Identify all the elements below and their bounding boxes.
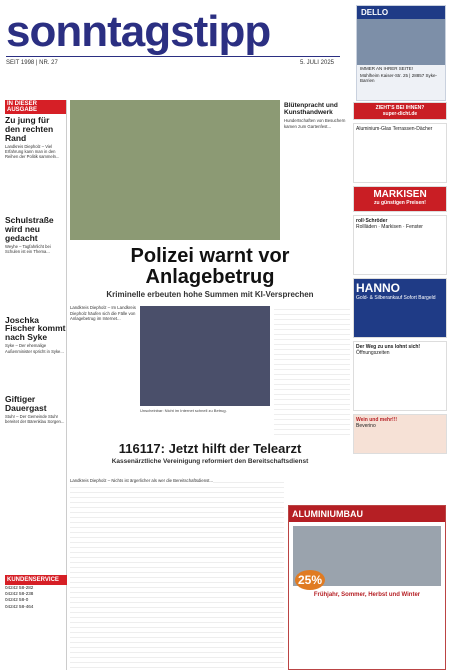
top-ad[interactable]: [356, 5, 446, 101]
masthead: [6, 8, 346, 88]
ad-tagline: Frühjahr, Sommer, Herbst und Winter: [313, 592, 421, 598]
teaser-text: Weyhe – Tagfahrlicht bei Schulen ist ein Thema...: [5, 243, 51, 254]
ad-line: IMMER AN IHRER SEITE!: [360, 66, 414, 71]
teaser-title[interactable]: Schulstraße wird neu gedacht: [5, 214, 54, 243]
feature-text: Hundertschaften von Besuchern kamen zum Gartenfest...: [284, 118, 346, 129]
story2-text: Landkreis Diepholz – Nichts ist ärgerlicher als wer die Bereitschaftsdienst...: [70, 478, 214, 483]
ad-sub: Rollläden · Markisen · Fenster: [356, 224, 423, 230]
main-headline[interactable]: Polizei warnt vor Anlagebetrug: [130, 245, 290, 288]
ad-draft[interactable]: [353, 102, 447, 120]
section-label: IN DIESER AUSGABE: [5, 100, 66, 114]
ad-sub: super-dicht.de: [382, 111, 418, 117]
phone-photo: [140, 306, 270, 406]
ad-title: MARKISEN: [373, 189, 427, 200]
ad-hanno[interactable]: [353, 278, 447, 338]
teaser-text: Stuhr – Der Gemeinde Stuhr bereitet der Bärenklau Sorgen...: [5, 414, 65, 425]
ad-sub: Öffnungszeiten: [356, 350, 390, 356]
phone[interactable]: 04242 58-464: [5, 603, 34, 609]
ad-sub: Gold- & Silberankauf Sofort Bargeld: [356, 295, 436, 301]
ad-roll[interactable]: [353, 215, 447, 275]
photo-caption: Unscheinbar: Nicht im Internet schnell zu Betrug.: [140, 408, 227, 413]
phone[interactable]: 04242 58-238: [5, 591, 34, 597]
issue-line: [6, 56, 340, 66]
teaser-text: Landkreis Diepholz – Viel Erfahrung kann man in den Reihen der Politik sammeln...: [5, 143, 60, 160]
ad-beverino[interactable]: [353, 414, 447, 454]
ad-way[interactable]: [353, 341, 447, 411]
ad-sub: zu günstigen Preisen!: [374, 200, 426, 206]
ad-title: Aluminium-Glas Terrassen-Dächer: [356, 126, 433, 132]
feature-block: [284, 102, 350, 238]
story2-headline[interactable]: 116117: Jetzt hilft der Telearzt: [118, 441, 302, 456]
kundenservice-title: KUNDENSERVICE: [5, 575, 67, 585]
ad-terrace[interactable]: [353, 123, 447, 183]
date: 5. JULI 2025: [299, 60, 334, 66]
right-ad-column: [353, 102, 447, 670]
ad-title: ZIEHT'S BEI IHNEN?: [375, 105, 425, 111]
ad-title: Wein und mehr!!!: [356, 417, 398, 423]
teaser-text: Syke – Der ehemalige Außenminister spricht in Syke...: [5, 343, 64, 354]
ad-brand: ALUMINIUMBAU: [289, 506, 445, 522]
story2-body: [70, 478, 284, 668]
story2-subheadline: Kassenärztliche Vereinigung reformiert den Bereitschaftsdienst: [111, 458, 309, 466]
ad-sub: Mühlheim Kaiser-Str. 25 | 28857 Syke-Barrien: [360, 73, 437, 83]
feature-title[interactable]: Blütenpracht und Kunsthandwerk: [284, 102, 338, 117]
teaser-title[interactable]: Joschka Fischer kommt nach Syke: [5, 314, 66, 343]
ad-title: HANNO: [356, 281, 400, 295]
issue: SEIT 1998 | NR. 27: [6, 60, 58, 66]
garden-photo: [70, 100, 280, 240]
main-body-col-2: [274, 305, 350, 435]
ad-title: Der Weg zu uns lohnt sich!: [356, 344, 421, 350]
main-headline-block: [70, 246, 350, 299]
ad-markisen[interactable]: [353, 186, 447, 212]
logo: sonntagstipp: [6, 7, 271, 56]
ad-sub: Beverino: [356, 423, 376, 429]
main-body-col: Landkreis Diepholz – Im Landkreis Diepholz häufen sich die Fälle von Anlagebetrug im Internet...: [70, 305, 136, 322]
main-subheadline: Kriminelle erbeuten hohe Summen mit KI-Versprechen: [106, 290, 314, 299]
phone[interactable]: 04242 58-0: [5, 597, 29, 603]
teaser-title[interactable]: Zu jung für den rechten Rand: [5, 115, 54, 143]
story2-headline-block: [70, 442, 350, 465]
ad-image: [357, 19, 445, 65]
phone[interactable]: 04242 58-282: [5, 585, 34, 591]
discount-badge: 25%: [295, 570, 325, 590]
kundenservice: [5, 575, 67, 610]
teaser-title[interactable]: Giftiger Dauergast: [5, 394, 47, 414]
ad-brand: DELLO: [357, 6, 445, 19]
ad-title: roll·Schröder: [356, 218, 388, 224]
